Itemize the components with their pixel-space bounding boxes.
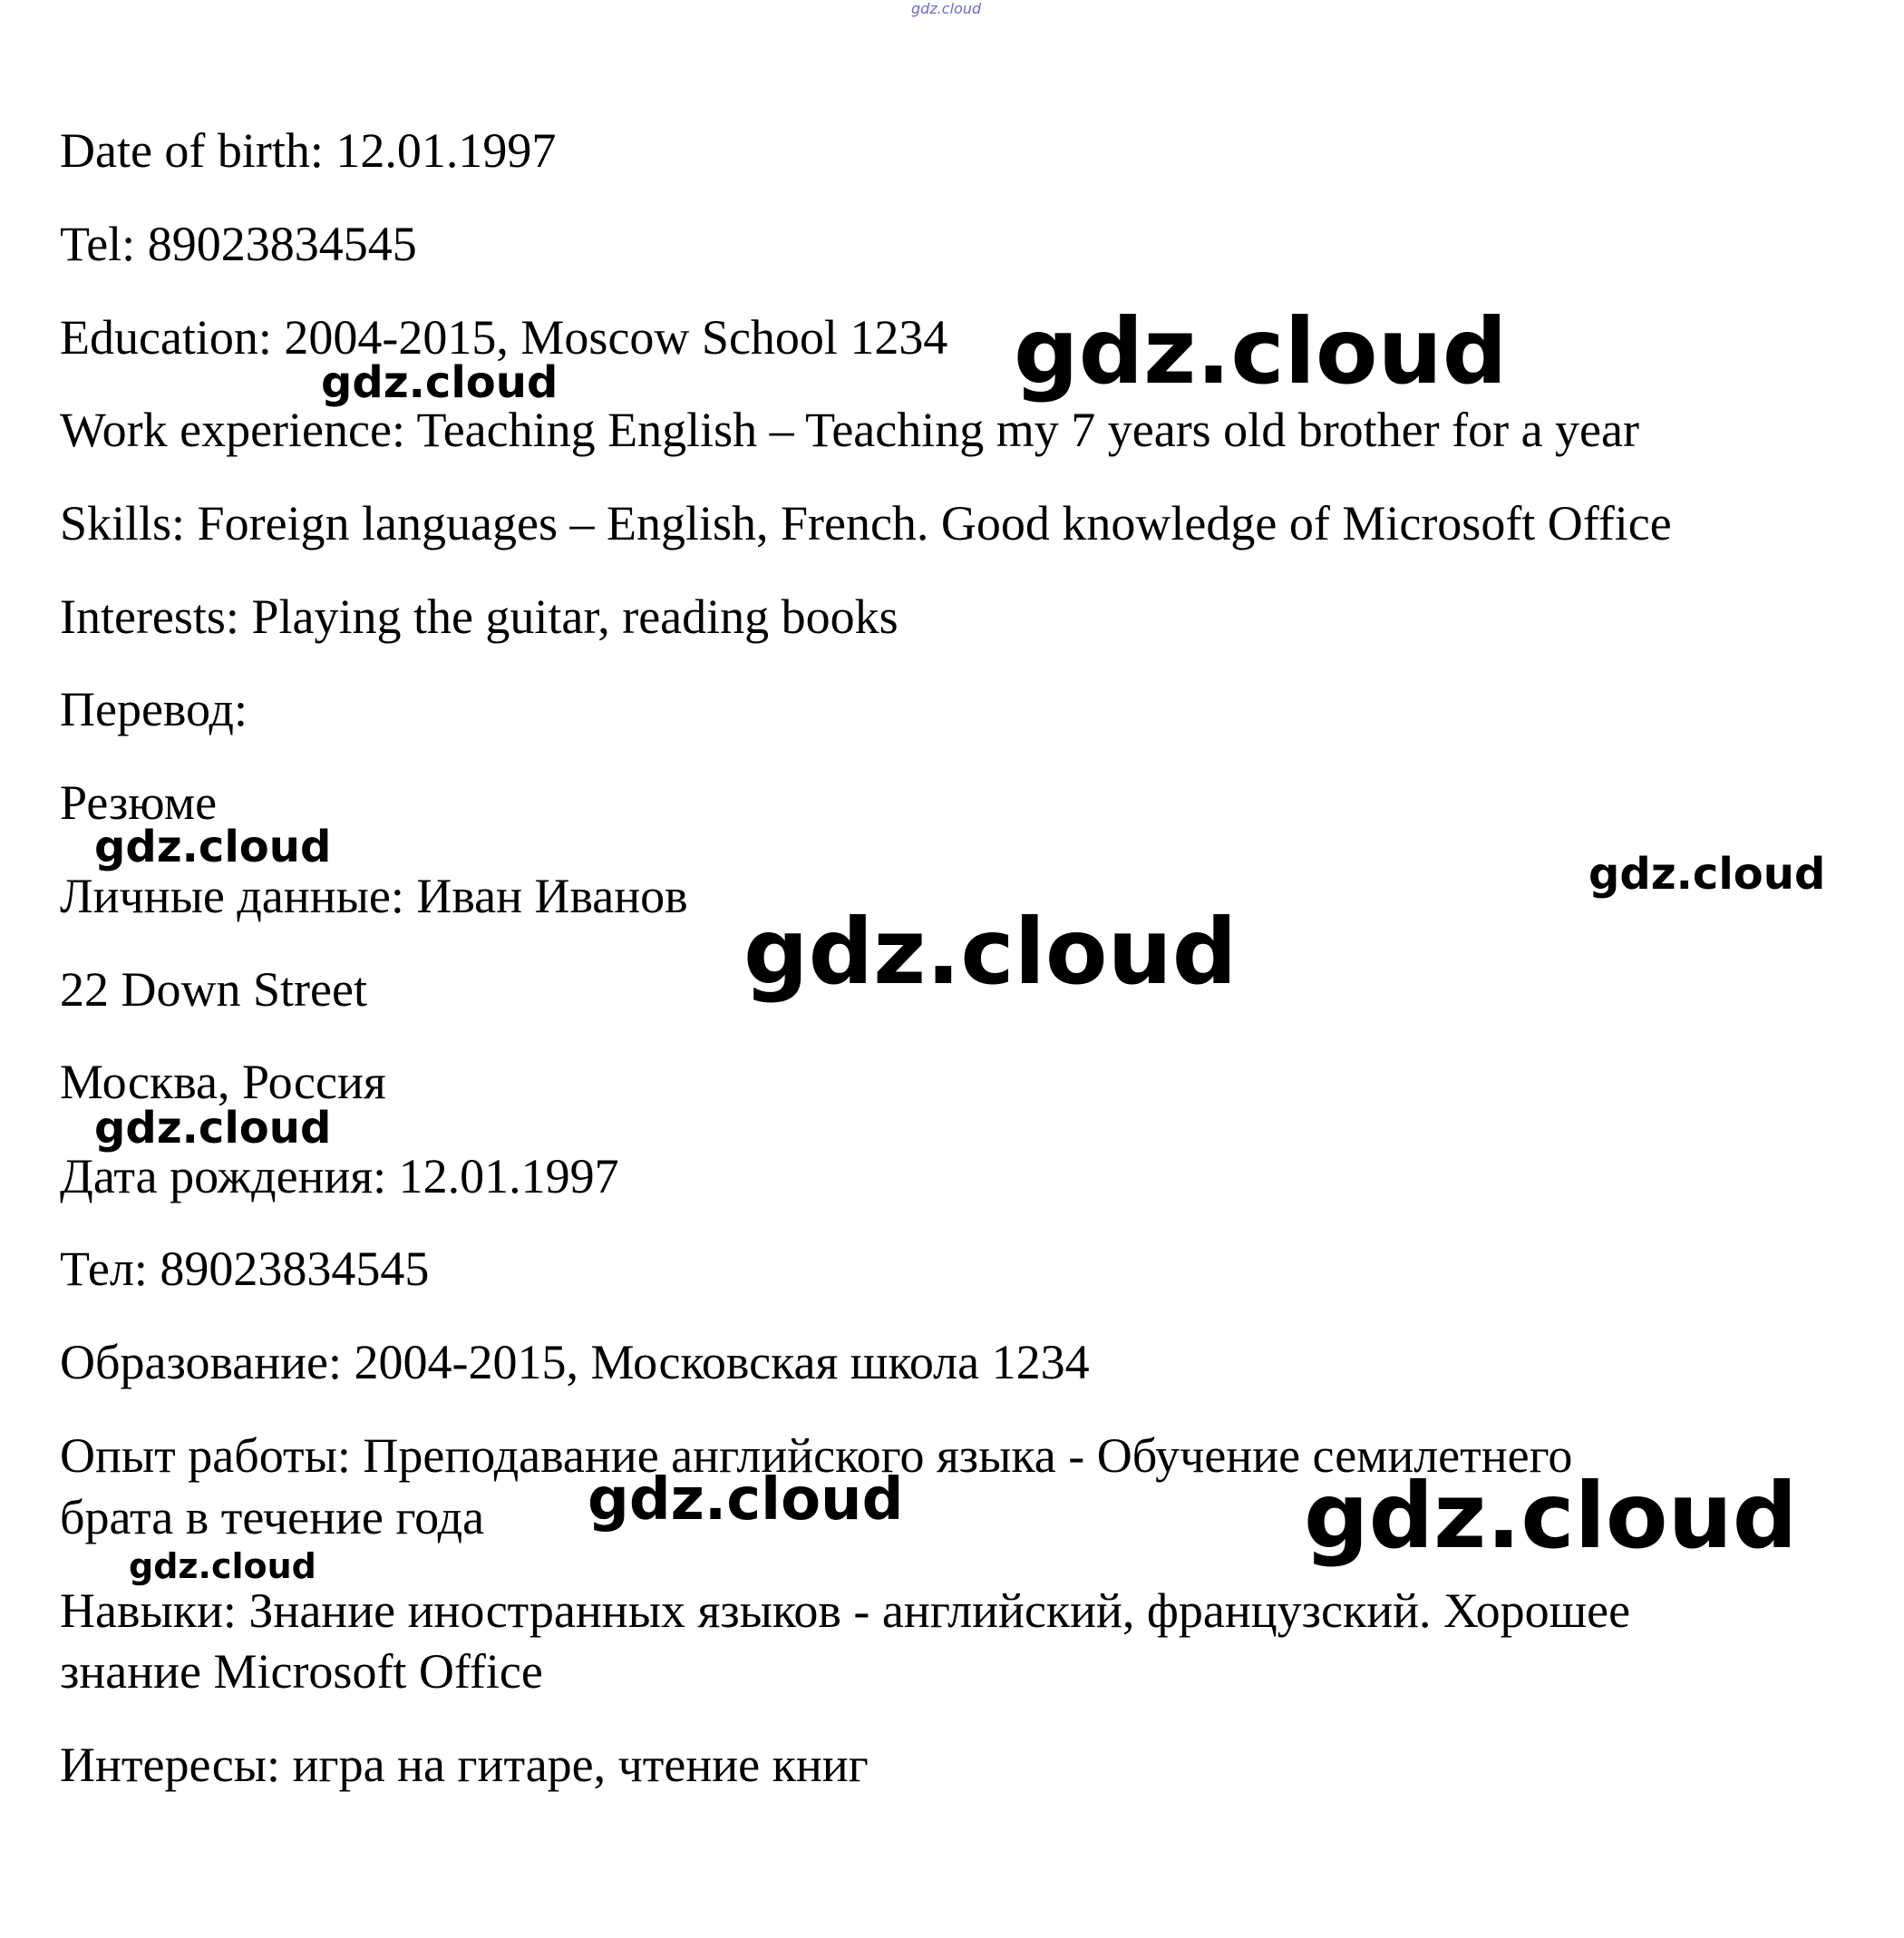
tel-line: Tel: 89023834545	[60, 217, 417, 271]
skills-line-ru-2: знание Microsoft Office	[60, 1644, 543, 1699]
watermark-small-2: gdz.cloud	[94, 822, 332, 872]
watermark-large-1: gdz.cloud	[1014, 298, 1508, 404]
interests-line-ru: Интересы: игра на гитаре, чтение книг	[60, 1738, 869, 1792]
watermark-top: gdz.cloud	[911, 0, 982, 17]
work-experience-line-ru-2: брата в течение года	[60, 1490, 485, 1544]
personal-data-line-ru: Личные данные: Иван Иванов	[60, 869, 688, 923]
city-line-ru: Москва, Россия	[60, 1055, 386, 1109]
education-line: Education: 2004-2015, Moscow School 1234	[60, 310, 948, 365]
resume-heading-ru: Резюме	[60, 775, 218, 830]
street-line: 22 Down Street	[60, 962, 367, 1017]
interests-line: Interests: Playing the guitar, reading books	[60, 589, 899, 644]
watermark-small-1: gdz.cloud	[321, 357, 559, 408]
date-of-birth-line-ru: Дата рождения: 12.01.1997	[60, 1149, 619, 1203]
watermark-large-3: gdz.cloud	[1304, 1463, 1798, 1569]
work-experience-line: Work experience: Teaching English – Teaching my 7 years old brother for a year	[60, 403, 1639, 457]
watermark-small-5: gdz.cloud	[129, 1546, 316, 1586]
watermark-small-3: gdz.cloud	[1588, 849, 1826, 900]
watermark-large-2: gdz.cloud	[743, 899, 1238, 1005]
date-of-birth-line: Date of birth: 12.01.1997	[60, 123, 557, 178]
watermark-medium-1: gdz.cloud	[588, 1466, 904, 1534]
tel-line-ru: Тел: 89023834545	[60, 1242, 430, 1296]
education-line-ru: Образование: 2004-2015, Московская школа 1234	[60, 1335, 1090, 1389]
translation-heading: Перевод:	[60, 682, 248, 736]
skills-line-ru-1: Навыки: Знание иностранных языков - английский, французский. Хорошее	[60, 1583, 1631, 1638]
watermark-small-4: gdz.cloud	[94, 1103, 332, 1154]
skills-line: Skills: Foreign languages – English, French. Good knowledge of Microsoft Office	[60, 496, 1672, 550]
work-experience-line-ru-1: Опыт работы: Преподавание английского языка - Обучение семилетнего	[60, 1428, 1573, 1483]
